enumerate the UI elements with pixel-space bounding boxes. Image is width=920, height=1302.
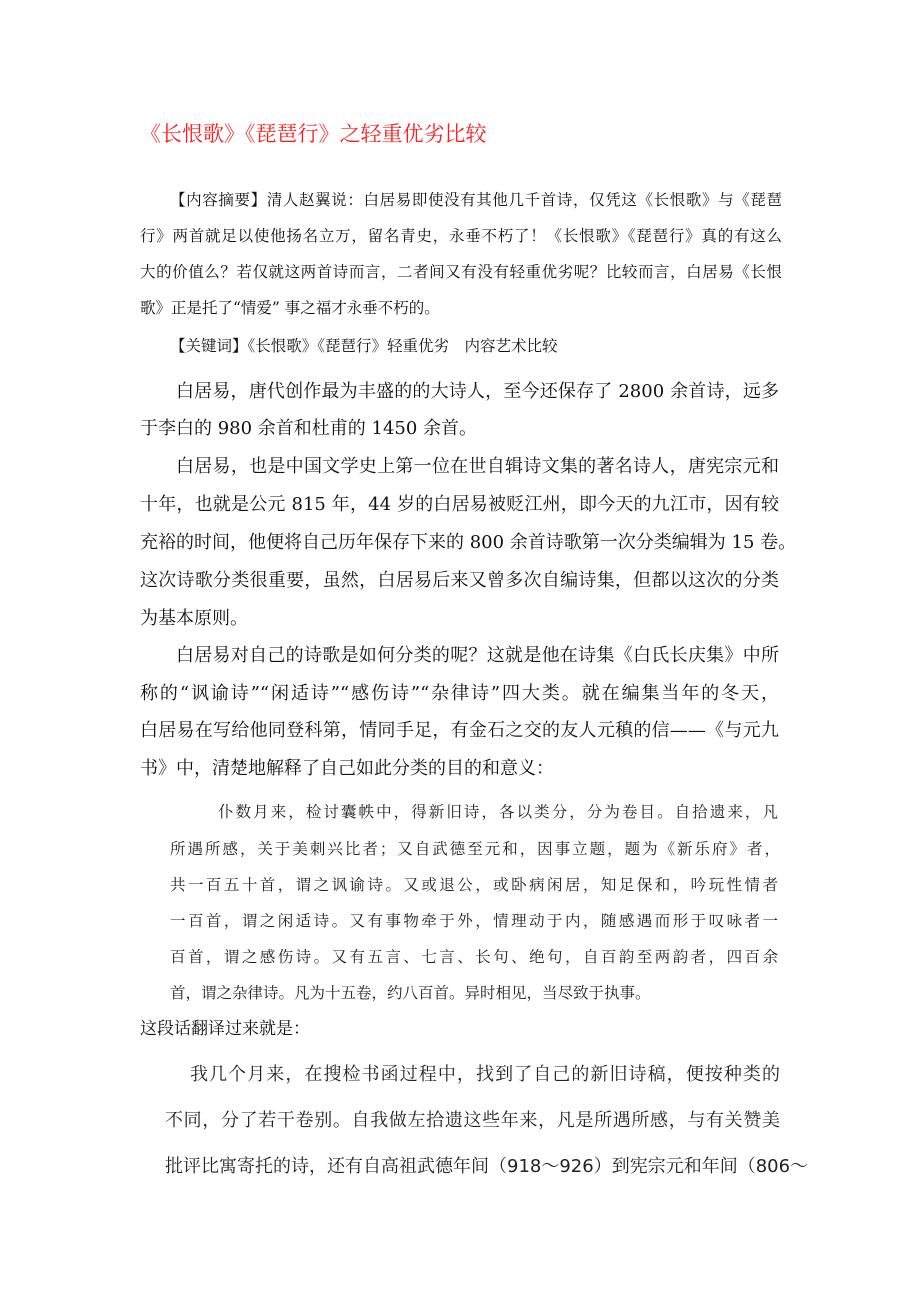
- body-line: 充裕的时间，他便将自己历年保存下来的 800 余首诗歌第一次分类编辑为 15 卷。: [140, 532, 797, 553]
- keywords: 【关键词】《长恨歌》《琵琶行》轻重优劣 内容艺术比较: [170, 337, 558, 355]
- body-line: 于李白的 980 余首和杜甫的 1450 余首。: [140, 418, 478, 439]
- body-line: 书》中，清楚地解释了自己如此分类的目的和意义：: [140, 758, 554, 779]
- quote-line: 首，谓之杂律诗。凡为十五卷，约八百首。异时相见，当尽致于执事。: [170, 984, 651, 1002]
- body-line: 称的“讽谕诗”“闲适诗”“感伤诗”“杂律诗”四大类。就在编集当年的冬天，: [140, 683, 779, 704]
- abstract-line: 行》两首就足以使他扬名立万，留名青史，永垂不朽了！《长恨歌》《琵琶行》真的有这么: [140, 227, 782, 245]
- document-title: 《长恨歌》《琵琶行》之轻重优劣比较: [140, 122, 487, 146]
- body-line: 为基本原则。: [140, 608, 248, 629]
- translation-line: 批评比寓寄托的诗，还有自高祖武德年间（918～926）到宪宗元和年间（806～: [165, 1156, 809, 1177]
- quote-line: 一百首，谓之闲适诗。又有事物牵于外，情理动于内，随感遇而形于叹咏者一: [170, 912, 778, 930]
- abstract-line: 【内容摘要】清人赵翼说：白居易即使没有其他几千首诗，仅凭这《长恨歌》与《琵琶: [170, 191, 782, 209]
- abstract-line: 歌》正是托了“情爱” 事之福才永垂不朽的。: [140, 299, 440, 317]
- body-line: 这次诗歌分类很重要，虽然，白居易后来又曾多次自编诗集，但都以这次的分类: [140, 570, 779, 591]
- quote-line: 百首，谓之感伤诗。又有五言、七言、长句、绝句，自百韵至两韵者，四百余: [170, 948, 778, 966]
- translation-line: 我几个月来，在搜检书函过程中，找到了自己的新旧诗稿，便按种类的: [190, 1064, 780, 1085]
- body-line: 白居易，也是中国文学史上第一位在世自辑诗文集的著名诗人，唐宪宗元和: [176, 456, 779, 477]
- body-line: 白居易对自己的诗歌是如何分类的呢？这就是他在诗集《白氏长庆集》中所: [176, 645, 779, 666]
- body-line: 白居易，唐代创作最为丰盛的的大诗人，至今还保存了 2800 余首诗，远多: [176, 381, 779, 402]
- abstract-line: 大的价值么？若仅就这两首诗而言，二者间又有没有轻重优劣呢？比较而言，白居易《长恨: [140, 263, 782, 281]
- body-line: 白居易在写给他同登科第，情同手足，有金石之交的友人元稹的信——《与元九: [140, 720, 779, 741]
- quote-line: 共一百五十首，谓之讽谕诗。又或退公，或卧病闲居，知足保和，吟玩性情者: [170, 876, 778, 894]
- translation-line: 不同，分了若干卷别。自我做左拾遗这些年来，凡是所遇所感，与有关赞美: [165, 1110, 780, 1131]
- quote-line: 仆数月来，检讨囊帙中，得新旧诗，各以类分，分为卷目。自拾遗来，凡: [218, 803, 778, 821]
- body-line: 十年，也就是公元 815 年，44 岁的白居易被贬江州，即今天的九江市，因有较: [140, 494, 779, 515]
- translation-intro: 这段话翻译过来就是：: [140, 1019, 310, 1039]
- quote-line: 所遇所感，关于美刺兴比者；又自武德至元和，因事立题，题为《新乐府》者，: [170, 840, 780, 858]
